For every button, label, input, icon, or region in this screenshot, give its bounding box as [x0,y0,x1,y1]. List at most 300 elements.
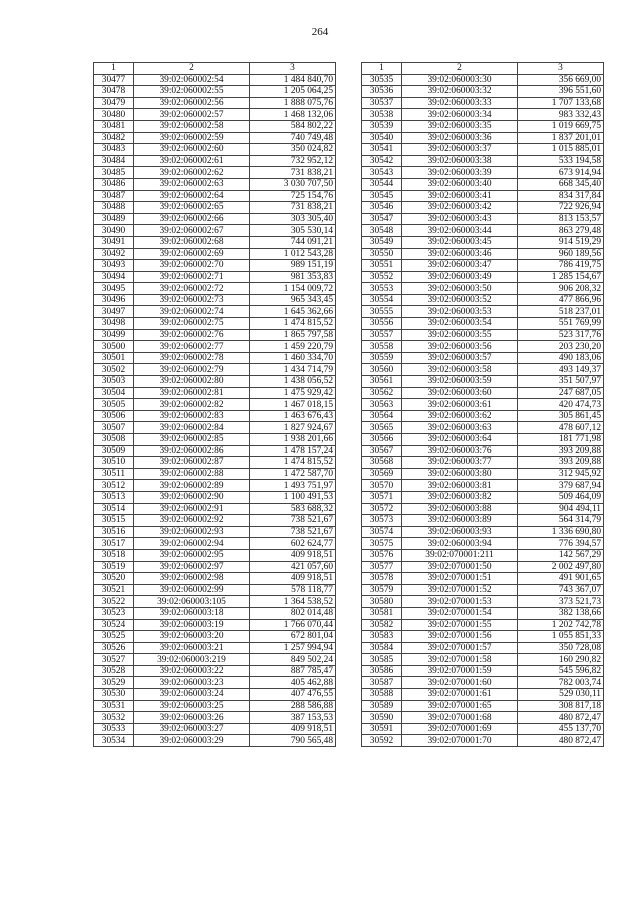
column-header-3: 3 [518,63,604,75]
table-row [362,248,604,260]
row-number: 30531 [94,700,134,712]
row-number: 30502 [94,364,134,376]
cadastral-number: 39:02:060002:80 [134,376,250,388]
row-number: 30498 [94,318,134,330]
table-row [362,665,604,677]
cadastral-number: 39:02:060003:94 [402,538,518,550]
row-number: 30563 [362,399,402,411]
row-number: 30570 [362,480,402,492]
cadastral-value: 351 507,97 [518,376,604,388]
cadastral-value: 673 914,94 [518,167,604,179]
cadastral-number: 39:02:070001:61 [402,689,518,701]
table-row [94,700,336,712]
row-number: 30561 [362,376,402,388]
table-row [94,74,336,86]
table-row [362,445,604,457]
cadastral-number: 39:02:060002:65 [134,202,250,214]
row-number: 30535 [362,74,402,86]
cadastral-number: 39:02:060002:77 [134,341,250,353]
cadastral-value: 1 865 797,58 [250,329,336,341]
cadastral-number: 39:02:060002:98 [134,573,250,585]
cadastral-number: 39:02:060003:64 [402,434,518,446]
table-row [94,712,336,724]
table-row [94,387,336,399]
cadastral-number: 39:02:060002:55 [134,86,250,98]
table-row [94,341,336,353]
cadastral-value: 350 024,82 [250,144,336,156]
row-number: 30582 [362,619,402,631]
cadastral-number: 39:02:060003:27 [134,723,250,735]
cadastral-number: 39:02:060002:83 [134,410,250,422]
row-number: 30572 [362,503,402,515]
cadastral-number: 39:02:060003:24 [134,689,250,701]
cadastral-value: 480 872,47 [518,735,604,747]
table-row [362,491,604,503]
row-number: 30477 [94,74,134,86]
table-row [362,364,604,376]
cadastral-value: 731 838,21 [250,202,336,214]
cadastral-number: 39:02:060002:68 [134,236,250,248]
row-number: 30484 [94,155,134,167]
cadastral-number: 39:02:060002:87 [134,457,250,469]
cadastral-number: 39:02:060002:93 [134,526,250,538]
cadastral-number: 39:02:060002:67 [134,225,250,237]
row-number: 30554 [362,294,402,306]
cadastral-number: 39:02:060002:84 [134,422,250,434]
table-row [94,457,336,469]
cadastral-value: 1 827 924,67 [250,422,336,434]
row-number: 30573 [362,515,402,527]
cadastral-number: 39:02:060003:26 [134,712,250,724]
table-row [362,561,604,573]
cadastral-value: 373 521,73 [518,596,604,608]
row-number: 30587 [362,677,402,689]
cadastral-value: 420 474,73 [518,399,604,411]
cadastral-number: 39:02:060003:82 [402,491,518,503]
table-row [362,573,604,585]
table-row [94,631,336,643]
row-number: 30509 [94,445,134,457]
cadastral-number: 39:02:060002:85 [134,434,250,446]
cadastral-number: 39:02:060003:46 [402,248,518,260]
cadastral-value: 1 938 201,66 [250,434,336,446]
table-row [94,665,336,677]
cadastral-number: 39:02:060003:50 [402,283,518,295]
row-number: 30538 [362,109,402,121]
table-row [94,97,336,109]
table-row [94,294,336,306]
cadastral-number: 39:02:070001:56 [402,631,518,643]
table-row [362,700,604,712]
cadastral-value: 480 872,47 [518,712,604,724]
cadastral-number: 39:02:070001:59 [402,665,518,677]
cadastral-number: 39:02:060003:44 [402,225,518,237]
cadastral-number: 39:02:060003:34 [402,109,518,121]
row-number: 30591 [362,723,402,735]
cadastral-value: 477 866,96 [518,294,604,306]
row-number: 30504 [94,387,134,399]
table-row [94,468,336,480]
table-row [362,607,604,619]
row-number: 30550 [362,248,402,260]
table-row [362,526,604,538]
cadastral-number: 39:02:070001:69 [402,723,518,735]
table-row [362,260,604,272]
cadastral-value: 551 769,99 [518,318,604,330]
cadastral-value: 356 669,00 [518,74,604,86]
table-row [94,526,336,538]
cadastral-number: 39:02:060002:71 [134,271,250,283]
table-row [362,109,604,121]
cadastral-value: 491 901,65 [518,573,604,585]
cadastral-number: 39:02:060003:38 [402,155,518,167]
cadastral-value: 288 586,88 [250,700,336,712]
table-row [362,329,604,341]
cadastral-value: 393 209,88 [518,445,604,457]
row-number: 30583 [362,631,402,643]
cadastral-value: 849 502,24 [250,654,336,666]
row-number: 30578 [362,573,402,585]
table-row [94,86,336,98]
cadastral-value: 738 521,67 [250,515,336,527]
cadastral-value: 863 279,48 [518,225,604,237]
table-row [362,74,604,86]
table-row [362,132,604,144]
table-row [362,144,604,156]
row-number: 30581 [362,607,402,619]
row-number: 30496 [94,294,134,306]
table-row [94,561,336,573]
row-number: 30555 [362,306,402,318]
table-row [94,318,336,330]
cadastral-number: 39:02:060002:82 [134,399,250,411]
row-number: 30546 [362,202,402,214]
table-row [94,202,336,214]
row-number: 30506 [94,410,134,422]
cadastral-number: 39:02:060003:19 [134,619,250,631]
row-number: 30540 [362,132,402,144]
row-number: 30576 [362,549,402,561]
table-row [94,434,336,446]
cadastral-value: 1 015 885,01 [518,144,604,156]
table-row [94,376,336,388]
table-row [94,352,336,364]
table-row [94,236,336,248]
row-number: 30491 [94,236,134,248]
table-row [94,689,336,701]
cadastral-number: 39:02:060002:61 [134,155,250,167]
cadastral-number: 39:02:070001:55 [402,619,518,631]
row-number: 30567 [362,445,402,457]
table-row [94,735,336,747]
table-row [362,399,604,411]
cadastral-value: 305 530,14 [250,225,336,237]
table-row [362,410,604,422]
left-table-body [94,74,336,746]
row-number: 30507 [94,422,134,434]
cadastral-number: 39:02:060003:49 [402,271,518,283]
cadastral-number: 39:02:070001:60 [402,677,518,689]
cadastral-value: 160 290,82 [518,654,604,666]
table-row [94,515,336,527]
table-row [362,294,604,306]
cadastral-value: 1 460 334,70 [250,352,336,364]
row-number: 30545 [362,190,402,202]
page-number: 264 [311,26,329,38]
cadastral-value: 1 364 538,52 [250,596,336,608]
row-number: 30588 [362,689,402,701]
cadastral-number: 39:02:060002:94 [134,538,250,550]
cadastral-value: 308 817,18 [518,700,604,712]
cadastral-number: 39:02:060003:32 [402,86,518,98]
cadastral-number: 39:02:060002:74 [134,306,250,318]
cadastral-number: 39:02:060003:93 [402,526,518,538]
cadastral-number: 39:02:060002:72 [134,283,250,295]
cadastral-value: 1 478 157,24 [250,445,336,457]
column-header-3: 3 [250,63,336,75]
cadastral-number: 39:02:060003:33 [402,97,518,109]
cadastral-value: 305 861,45 [518,410,604,422]
table-row [94,167,336,179]
row-number: 30480 [94,109,134,121]
table-row [94,260,336,272]
cadastral-number: 39:02:060003:36 [402,132,518,144]
row-number: 30501 [94,352,134,364]
table-row [94,190,336,202]
cadastral-value: 1 154 009,72 [250,283,336,295]
table-row [362,654,604,666]
cadastral-number: 39:02:060003:22 [134,665,250,677]
cadastral-value: 1 837 201,01 [518,132,604,144]
cadastral-number: 39:02:060003:62 [402,410,518,422]
cadastral-number: 39:02:060003:58 [402,364,518,376]
cadastral-value: 1 434 714,79 [250,364,336,376]
table-row [94,364,336,376]
cadastral-number: 39:02:060002:88 [134,468,250,480]
table-row [362,515,604,527]
table-row [362,387,604,399]
row-number: 30590 [362,712,402,724]
cadastral-value: 725 154,76 [250,190,336,202]
cadastral-value: 983 332,43 [518,109,604,121]
table-row [362,341,604,353]
cadastral-value: 1 438 056,52 [250,376,336,388]
cadastral-number: 39:02:060002:91 [134,503,250,515]
cadastral-number: 39:02:060002:62 [134,167,250,179]
cadastral-number: 39:02:060003:105 [134,596,250,608]
cadastral-number: 39:02:060002:89 [134,480,250,492]
row-number: 30577 [362,561,402,573]
cadastral-number: 39:02:060002:57 [134,109,250,121]
row-number: 30516 [94,526,134,538]
table-row [362,120,604,132]
table-row [94,584,336,596]
table-row [362,712,604,724]
cadastral-value: 3 030 707,50 [250,178,336,190]
cadastral-value: 1 475 929,42 [250,387,336,399]
cadastral-number: 39:02:060003:61 [402,399,518,411]
table-row [362,283,604,295]
row-number: 30524 [94,619,134,631]
cadastral-value: 455 137,70 [518,723,604,735]
cadastral-number: 39:02:060002:86 [134,445,250,457]
row-number: 30553 [362,283,402,295]
row-number: 30517 [94,538,134,550]
cadastral-value: 1 205 064,25 [250,86,336,98]
cadastral-value: 782 003,74 [518,677,604,689]
row-number: 30500 [94,341,134,353]
cadastral-number: 39:02:060003:59 [402,376,518,388]
cadastral-value: 1 474 815,52 [250,318,336,330]
table-row [94,109,336,121]
cadastral-value: 1 468 132,06 [250,109,336,121]
row-number: 30499 [94,329,134,341]
cadastral-value: 583 688,32 [250,503,336,515]
cadastral-number: 39:02:060003:219 [134,654,250,666]
table-row [94,144,336,156]
row-number: 30490 [94,225,134,237]
table-row [94,155,336,167]
row-number: 30571 [362,491,402,503]
table-row [362,86,604,98]
cadastral-value: 421 057,60 [250,561,336,573]
cadastral-value: 490 183,06 [518,352,604,364]
cadastral-value: 1 474 815,52 [250,457,336,469]
cadastral-value: 379 687,94 [518,480,604,492]
cadastral-number: 39:02:060003:47 [402,260,518,272]
table-row [362,584,604,596]
row-number: 30478 [94,86,134,98]
row-number: 30482 [94,132,134,144]
cadastral-value: 731 838,21 [250,167,336,179]
cadastral-number: 39:02:060003:56 [402,341,518,353]
cadastral-number: 39:02:060003:30 [402,74,518,86]
cadastral-number: 39:02:070001:68 [402,712,518,724]
row-number: 30556 [362,318,402,330]
row-number: 30522 [94,596,134,608]
row-number: 30486 [94,178,134,190]
row-number: 30519 [94,561,134,573]
row-number: 30568 [362,457,402,469]
row-number: 30479 [94,97,134,109]
row-number: 30497 [94,306,134,318]
column-header-1: 1 [362,63,402,75]
cadastral-number: 39:02:060003:40 [402,178,518,190]
row-number: 30508 [94,434,134,446]
table-row [362,468,604,480]
table-row [362,155,604,167]
cadastral-number: 39:02:060002:97 [134,561,250,573]
cadastral-value: 203 230,20 [518,341,604,353]
table-row [94,538,336,550]
row-number: 30505 [94,399,134,411]
table-row [362,97,604,109]
row-number: 30483 [94,144,134,156]
table-row [362,596,604,608]
cadastral-value: 981 353,83 [250,271,336,283]
cadastral-number: 39:02:060003:76 [402,445,518,457]
row-number: 30551 [362,260,402,272]
cadastral-number: 39:02:060002:78 [134,352,250,364]
cadastral-value: 1 012 543,28 [250,248,336,260]
cadastral-value: 181 771,98 [518,434,604,446]
row-number: 30533 [94,723,134,735]
table-row [94,642,336,654]
cadastral-number: 39:02:060002:76 [134,329,250,341]
cadastral-number: 39:02:060003:41 [402,190,518,202]
cadastral-value: 965 343,45 [250,294,336,306]
cadastral-value: 523 317,76 [518,329,604,341]
row-number: 30565 [362,422,402,434]
row-number: 30515 [94,515,134,527]
table-row [94,132,336,144]
table-row [94,619,336,631]
cadastral-number: 39:02:060003:23 [134,677,250,689]
row-number: 30575 [362,538,402,550]
table-row [94,410,336,422]
cadastral-number: 39:02:060003:42 [402,202,518,214]
table-row [94,120,336,132]
cadastral-value: 668 345,40 [518,178,604,190]
cadastral-value: 906 208,32 [518,283,604,295]
table-row [362,318,604,330]
cadastral-value: 533 194,58 [518,155,604,167]
table-row [94,283,336,295]
cadastral-number: 39:02:060002:64 [134,190,250,202]
cadastral-number: 39:02:070001:51 [402,573,518,585]
cadastral-number: 39:02:060002:70 [134,260,250,272]
right-table-body [362,74,604,746]
cadastral-value: 1 707 133,68 [518,97,604,109]
cadastral-value: 904 494,11 [518,503,604,515]
table-row [362,190,604,202]
cadastral-value: 813 153,57 [518,213,604,225]
row-number: 30537 [362,97,402,109]
cadastral-value: 1 472 587,70 [250,468,336,480]
cadastral-value: 1 285 154,67 [518,271,604,283]
cadastral-value: 350 728,08 [518,642,604,654]
row-number: 30488 [94,202,134,214]
cadastral-number: 39:02:060002:63 [134,178,250,190]
table-row [362,213,604,225]
table-row [94,491,336,503]
row-number: 30543 [362,167,402,179]
cadastral-number: 39:02:060002:79 [134,364,250,376]
cadastral-value: 802 014,48 [250,607,336,619]
table-row [362,271,604,283]
cadastral-value: 493 149,37 [518,364,604,376]
row-number: 30592 [362,735,402,747]
cadastral-number: 39:02:060003:45 [402,236,518,248]
cadastral-value: 722 926,94 [518,202,604,214]
row-number: 30560 [362,364,402,376]
table-row [94,445,336,457]
cadastral-number: 39:02:060002:56 [134,97,250,109]
row-number: 30523 [94,607,134,619]
row-number: 30539 [362,120,402,132]
cadastral-value: 409 918,51 [250,573,336,585]
column-header-1: 1 [94,63,134,75]
cadastral-value: 382 138,66 [518,607,604,619]
table-row [362,538,604,550]
cadastral-number: 39:02:060003:53 [402,306,518,318]
cadastral-number: 39:02:060002:60 [134,144,250,156]
cadastral-value: 738 521,67 [250,526,336,538]
row-number: 30521 [94,584,134,596]
cadastral-value: 790 565,48 [250,735,336,747]
cadastral-value: 776 394,57 [518,538,604,550]
cadastral-value: 405 462,88 [250,677,336,689]
